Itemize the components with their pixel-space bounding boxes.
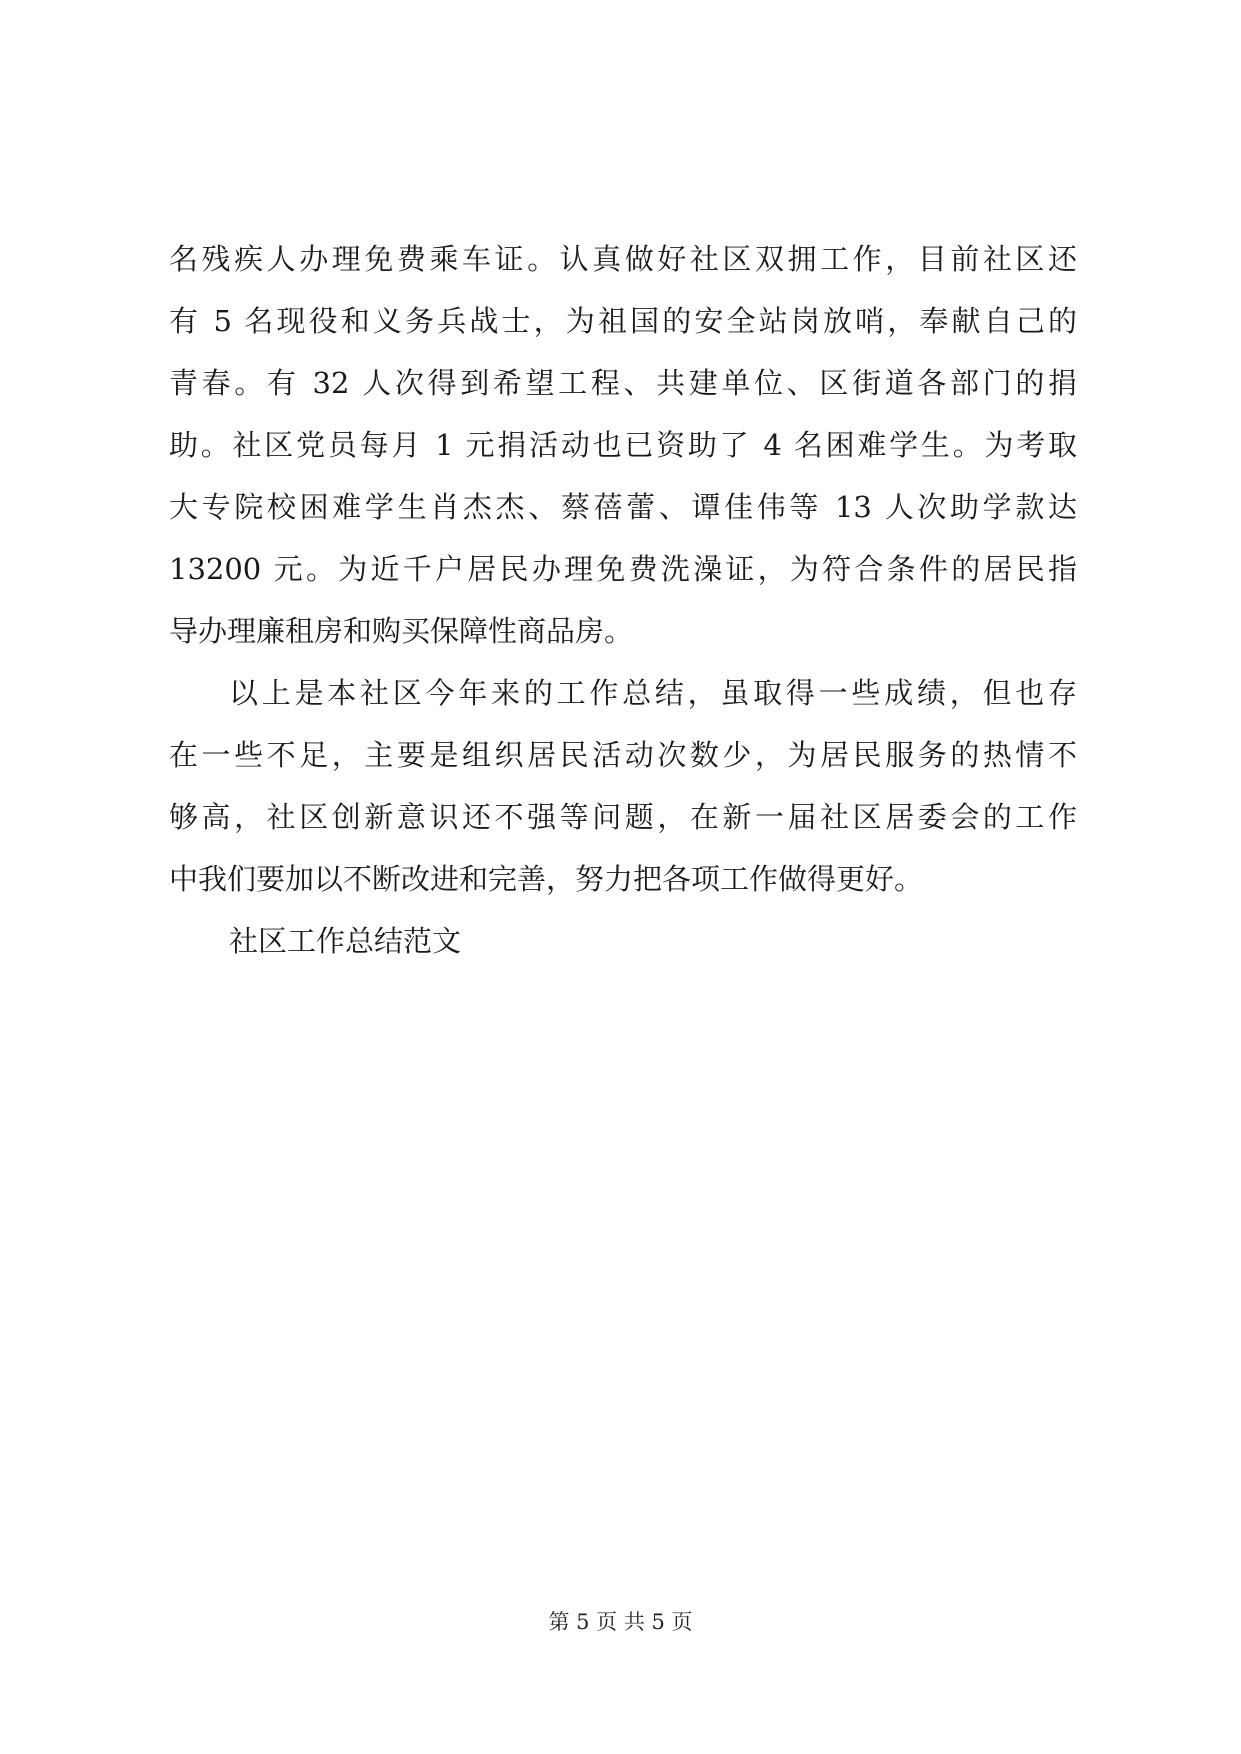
paragraph-line: 名残疾人办理免费乘车证。认真做好社区双拥工作，目前社区还 xyxy=(169,242,1077,276)
paragraph-line: 中我们要加以不断改进和完善，努力把各项工作做得更好。 xyxy=(169,862,924,896)
section-title: 社区工作总结范文 xyxy=(229,924,462,958)
paragraph-line: 青春。有 32 人次得到希望工程、共建单位、区街道各部门的捐 xyxy=(169,366,1077,400)
paragraph-line: 以上是本社区今年来的工作总结，虽取得一些成绩，但也存 xyxy=(229,676,1077,710)
paragraph-line: 有 5 名现役和义务兵战士，为祖国的安全站岗放哨，奉献自己的 xyxy=(169,304,1077,338)
paragraph-line: 在一些不足，主要是组织居民活动次数少，为居民服务的热情不 xyxy=(169,738,1077,772)
paragraph-line: 13200 元。为近千户居民办理免费洗澡证，为符合条件的居民指 xyxy=(169,552,1077,586)
paragraph-line: 够高，社区创新意识还不强等问题，在新一届社区居委会的工作 xyxy=(169,800,1077,834)
paragraph-line: 大专院校困难学生肖杰杰、蔡蓓蕾、谭佳伟等 13 人次助学款达 xyxy=(169,490,1077,524)
document-body xyxy=(169,228,1077,972)
page-number-footer: 第 5 页 共 5 页 xyxy=(548,1610,693,1634)
paragraph-line: 助。社区党员每月 1 元捐活动也已资助了 4 名困难学生。为考取 xyxy=(169,428,1077,462)
paragraph-line: 导办理廉租房和购买保障性商品房。 xyxy=(169,614,634,648)
